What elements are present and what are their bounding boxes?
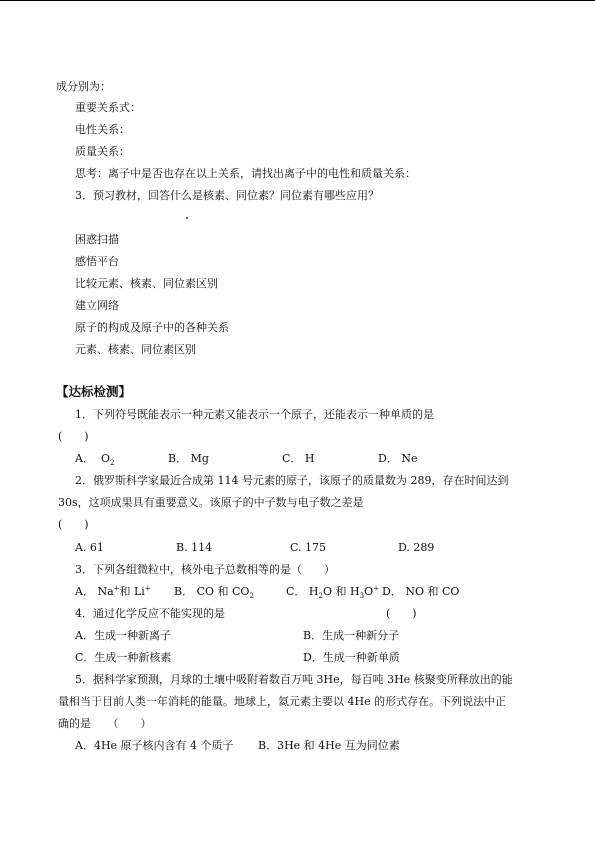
intro-line-think: 思考：离子中是否也存在以上关系，请找出离子中的电性和质量关系：: [75, 167, 416, 180]
outline-item: 比较元素、核素、同位素区别: [75, 277, 218, 290]
top-border-line: [0, 0, 595, 1]
q1-stem: 1．下列符号既能表示一种元素又能表示一个原子，还能表示一种单质的是: [75, 408, 434, 421]
q5-option-a: A．4He 原子核内含有 4 个质子: [75, 739, 234, 752]
outline-item: 原子的构成及原子中的各种关系: [75, 321, 229, 334]
intro-line-mass-relation: 质量关系：: [75, 145, 130, 158]
q5-stem-line3: 确的是 （ ）: [58, 717, 152, 730]
outline-item: 元素、核素、同位素区别: [75, 343, 196, 356]
q1-option-a: A． $O_2$: [75, 452, 115, 468]
outline-item: 建立网络: [75, 299, 119, 312]
outline-item: 感悟平台: [75, 255, 119, 268]
intro-line-composition: 成分别为：: [56, 80, 111, 93]
intro-line-preview: 3．预习教材，回答什么是核素、同位素？同位素有哪些应用？: [75, 189, 379, 202]
q4-option-b: B．生成一种新分子: [303, 629, 400, 642]
outline-item: 困惑扫描: [75, 233, 119, 246]
intro-line-charge-relation: 电性关系：: [75, 123, 130, 136]
section-title: 【达标检测】: [56, 384, 132, 399]
q1-option-b: B． Mg: [168, 452, 209, 465]
q1-option-d: D． Ne: [378, 452, 418, 465]
q1-option-c: C． H: [282, 452, 315, 465]
q2-option-b: B. 114: [176, 541, 213, 554]
q2-option-d: D. 289: [398, 541, 435, 554]
q2-answer-paren: ( ): [58, 518, 89, 531]
intro-line-key-relations: 重要关系式：: [75, 101, 141, 114]
q3-option-b: B． CO 和 $CO_2$: [174, 585, 254, 601]
q2-option-a: A. 61: [75, 541, 104, 554]
q1-answer-paren: ( ): [58, 430, 89, 443]
q4-stem: 4．通过化学反应不能实现的是: [75, 607, 225, 620]
q3-option-c: C． $H_2O$ 和 $H_3O^+$: [286, 584, 379, 601]
q2-option-c: C. 175: [290, 541, 327, 554]
q5-stem-line2: 量相当于目前人类一年消耗的能量。地球上，氦元素主要以 4He 的形式存在。下列说法中正: [58, 695, 507, 708]
q2-stem-line2: 30s，这项成果具有重要意义。该原子的中子数与电子数之差是: [58, 496, 364, 509]
q4-answer-paren: ( ): [386, 607, 417, 620]
q2-stem-line1: 2．俄罗斯科学家最近合成第 114 号元素的原子，该原子的质量数为 289，存在时间达到: [75, 474, 509, 487]
q3-option-a: A． Na+和 Li+: [75, 584, 151, 598]
q4-option-d: D．生成一种新单质: [303, 651, 400, 664]
q5-stem-line1: 5．据科学家预测，月球的土壤中吸附着数百万吨 3He，每百吨 3He 核聚变所释放出的能: [75, 673, 513, 686]
q4-option-a: A．生成一种新离子: [75, 629, 171, 642]
q4-option-c: C．生成一种新核素: [75, 651, 172, 664]
stray-dot: [186, 217, 188, 219]
q5-option-b: B．3He 和 4He 互为同位素: [258, 739, 400, 752]
q3-option-d: D． NO 和 CO: [382, 585, 460, 598]
q3-stem: 3．下列各组微粒中，核外电子总数相等的是（ ）: [75, 563, 335, 576]
